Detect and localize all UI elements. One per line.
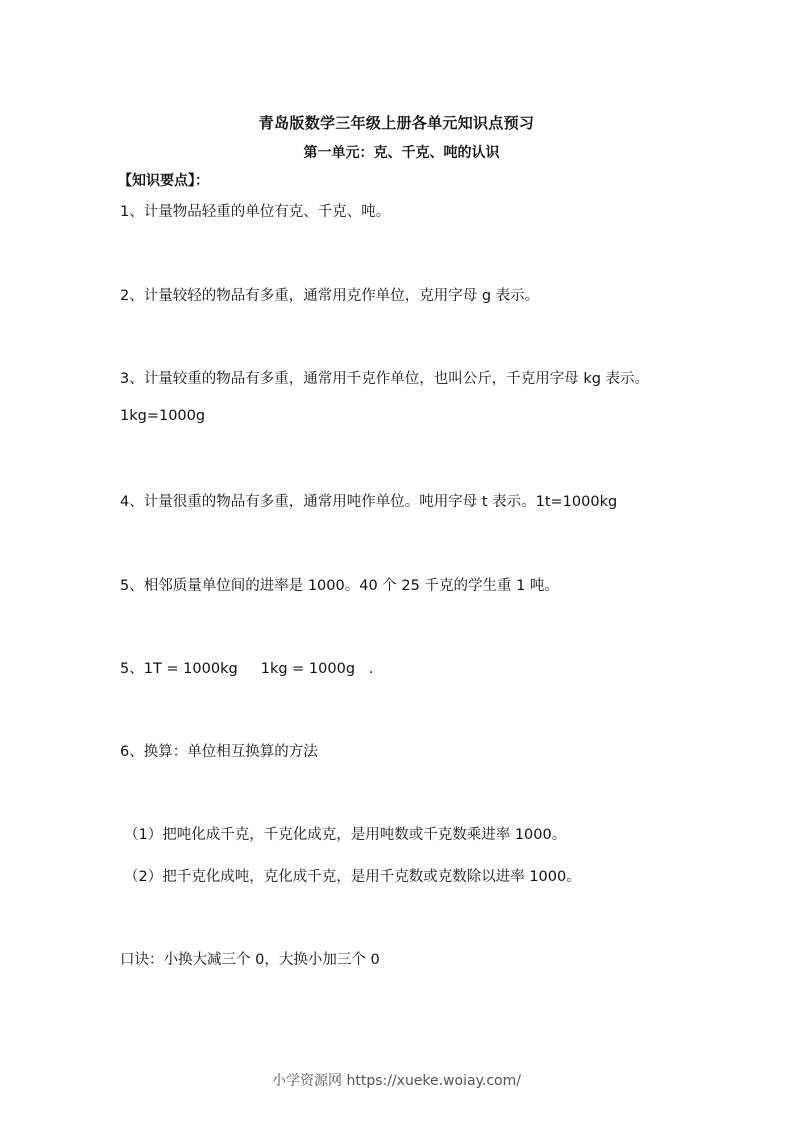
section-label: 【知识要点】： [118, 173, 209, 189]
point-3: 3、计量较重的物品有多重，通常用千克作单位，也叫公斤，千克用字母 kg 表示。 [120, 371, 650, 387]
document-title: 青岛版数学三年级上册各单元知识点预习 [258, 114, 535, 132]
unit-subtitle: 第一单元：克、千克、吨的认识 [303, 145, 500, 161]
point-3-formula: 1kg=1000g [120, 408, 206, 424]
point-1: 1、计量物品轻重的单位有克、千克、吨。 [120, 204, 391, 220]
point-5: 5、相邻质量单位间的进率是 1000。40 个 25 千克的学生重 1 吨。 [120, 578, 559, 594]
point-4: 4、计量很重的物品有多重，通常用吨作单位。吨用字母 t 表示。1t=1000kg [120, 494, 618, 510]
point-2: 2、计量较轻的物品有多重，通常用克作单位，克用字母 g 表示。 [120, 288, 540, 304]
point-6: 6、换算：单位相互换算的方法 [120, 744, 318, 760]
conversion-rule-1: （1）把吨化成千克，千克化成克，是用吨数或千克数乘进率 1000。 [124, 827, 567, 843]
point-5-formula: 5、1T = 1000kg 1kg = 1000g . [120, 661, 374, 677]
footer-watermark: 小学资源网 https://xueke.woiay.com/ [272, 1073, 521, 1089]
mnemonic: 口诀：小换大减三个 0，大换小加三个 0 [120, 952, 380, 968]
conversion-rule-2: （2）把千克化成吨，克化成千克，是用千克数或克数除以进率 1000。 [124, 869, 581, 885]
